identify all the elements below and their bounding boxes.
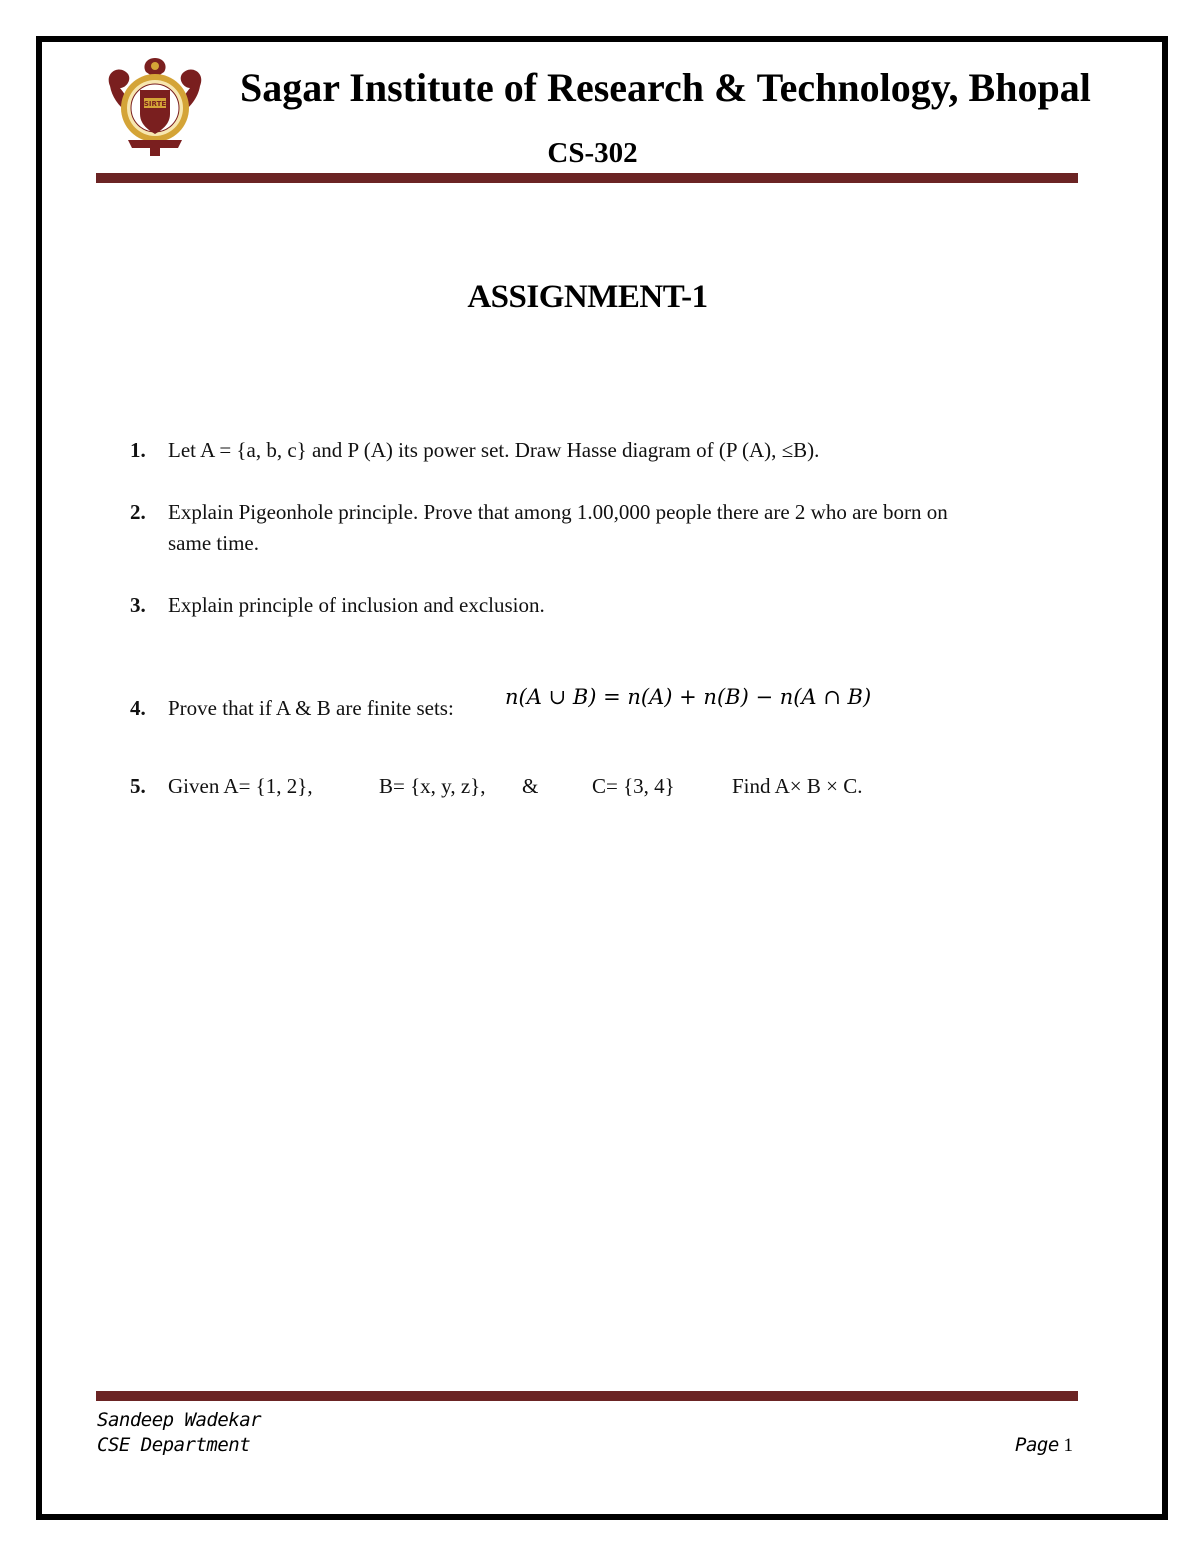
question-text: Prove that if A & B are finite sets: [168,696,454,720]
footer-author: Sandeep Wadekar [97,1409,262,1431]
question-number: 4. [130,696,146,720]
assignment-title: ASSIGNMENT-1 [467,279,708,315]
page-number [1015,1433,1073,1458]
question-number: 2. [130,500,146,524]
header-divider [96,173,1078,183]
logo-text: SIRTE [143,100,167,108]
question-text: Explain principle of inclusion and exclusion. [168,593,545,617]
question-number: 1. [130,438,146,462]
question-number: 5. [130,774,146,798]
question-text: Let A = {a, b, c} and P (A) its power set. Draw Hasse diagram of (P (A), ≤B). [168,438,820,462]
question-text-line-2: same time. [168,531,259,555]
footer-department: CSE Department [97,1434,251,1456]
set-b-definition: B= {x, y, z}, [379,774,486,798]
question-number: 3. [130,593,146,617]
footer-divider [96,1391,1078,1401]
find-instruction: Find A× B × C. [732,774,863,798]
institute-name: Sagar Institute of Research & Technology, Bhopal [240,65,1091,110]
question-text-line-1: Explain Pigeonhole principle. Prove that among 1.00,000 people there are 2 who are born on [168,500,948,524]
inclusion-exclusion-formula: n(A ∪ B) = n(A) + n(B) − n(A ∩ B) [505,685,872,709]
page-label: Page [1015,1434,1059,1456]
set-a-definition: Given A= {1, 2}, [168,774,313,798]
set-c-definition: C= {3, 4} [592,774,675,798]
page-number-value: 1 [1063,1435,1074,1456]
question-text [168,497,948,559]
ampersand: & [522,774,539,798]
course-code: CS-302 [547,137,638,169]
